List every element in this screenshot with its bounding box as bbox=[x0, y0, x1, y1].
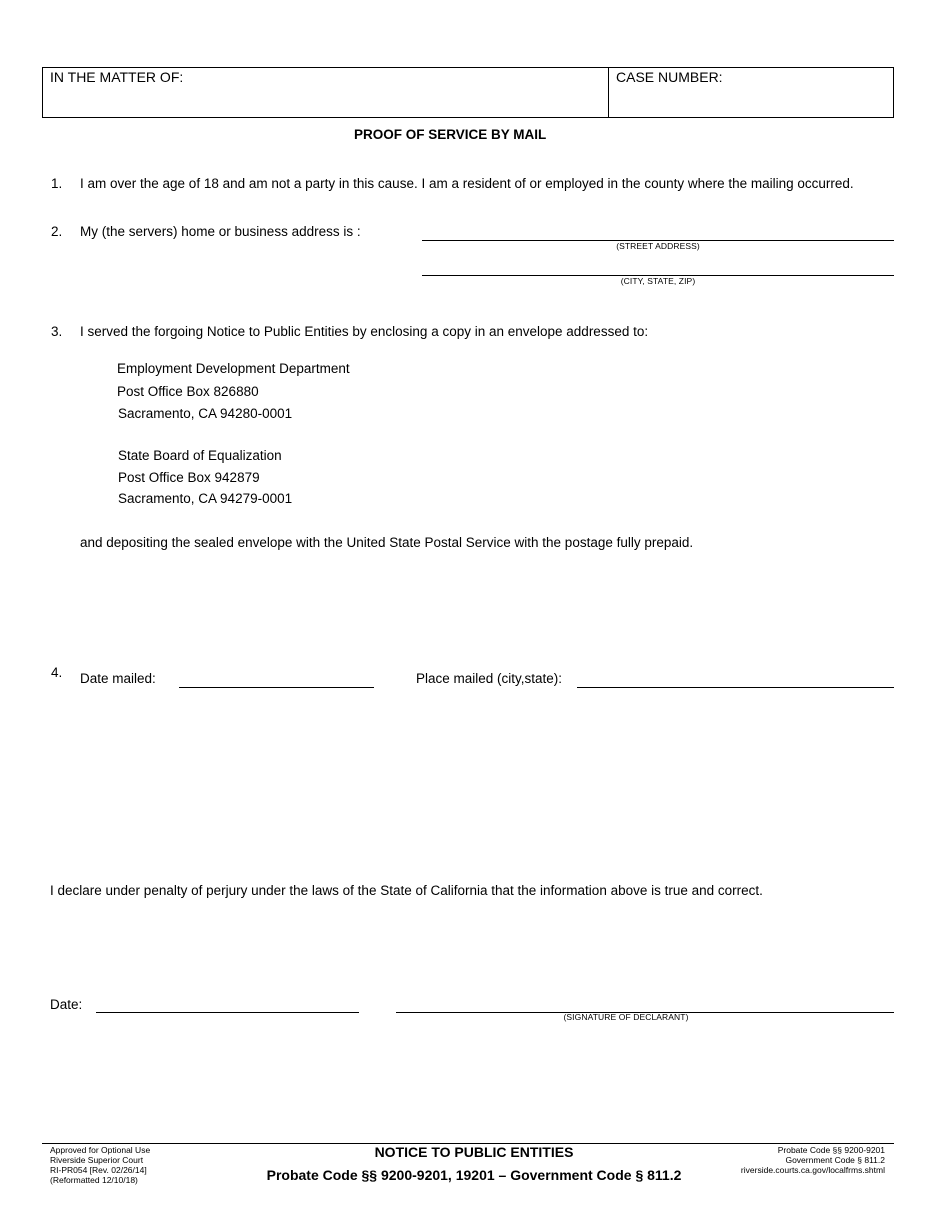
addressee-city: Sacramento, CA 94280-0001 bbox=[118, 406, 293, 421]
date-mailed-label: Date mailed: bbox=[80, 671, 156, 686]
footer-title: NOTICE TO PUBLIC ENTITIES bbox=[374, 1144, 574, 1160]
place-mailed-line[interactable] bbox=[577, 687, 894, 688]
item-4-number: 4. bbox=[51, 665, 63, 680]
signature-date-line[interactable] bbox=[96, 1012, 359, 1013]
item-3-text: I served the forgoing Notice to Public Entities by enclosing a copy in an envelope addressed to: bbox=[80, 324, 649, 339]
date-mailed-line[interactable] bbox=[179, 687, 374, 688]
footer-left-line: Riverside Superior Court bbox=[50, 1155, 144, 1165]
case-header-box bbox=[42, 67, 894, 118]
signature-caption: (SIGNATURE OF DECLARANT) bbox=[563, 1012, 689, 1022]
matter-label: IN THE MATTER OF: bbox=[50, 69, 184, 85]
item-1-text: I am over the age of 18 and am not a party in this cause. I am a resident of or employed in the county where the mailing occurred. bbox=[80, 176, 854, 191]
item-1-number: 1. bbox=[51, 176, 63, 191]
addressee-name: State Board of Equalization bbox=[118, 448, 282, 463]
city-state-zip-caption: (CITY, STATE, ZIP) bbox=[620, 276, 696, 286]
form-title: PROOF OF SERVICE BY MAIL bbox=[354, 127, 547, 142]
item-2-text: My (the servers) home or business address is : bbox=[80, 224, 361, 239]
item-2-number: 2. bbox=[51, 224, 63, 239]
addressee-name: Employment Development Department bbox=[117, 361, 350, 376]
footer-left-line: Approved for Optional Use bbox=[50, 1145, 151, 1155]
item-3-number: 3. bbox=[51, 324, 63, 339]
footer-left-line: RI-PR054 [Rev. 02/26/14] bbox=[50, 1165, 147, 1175]
deposit-text: and depositing the sealed envelope with the United State Postal Service with the postage fully prepaid. bbox=[80, 535, 694, 550]
addressee-box: Post Office Box 942879 bbox=[118, 470, 260, 485]
footer-right-line: riverside.courts.ca.gov/localfrms.shtml bbox=[740, 1165, 885, 1175]
footer-right-line: Probate Code §§ 9200-9201 bbox=[777, 1145, 885, 1155]
case-number-label: CASE NUMBER: bbox=[616, 69, 723, 85]
footer-left-line: (Reformatted 12/10/18) bbox=[50, 1175, 138, 1185]
footer-subtitle: Probate Code §§ 9200-9201, 19201 – Government Code § 811.2 bbox=[266, 1167, 682, 1183]
declaration-text: I declare under penalty of perjury under the laws of the State of California that the information above is true and correct. bbox=[50, 883, 763, 898]
footer-right-line: Government Code § 811.2 bbox=[785, 1155, 885, 1165]
addressee-box: Post Office Box 826880 bbox=[117, 384, 259, 399]
signature-date-label: Date: bbox=[50, 997, 83, 1012]
addressee-city: Sacramento, CA 94279-0001 bbox=[118, 491, 293, 506]
header-divider bbox=[608, 68, 609, 117]
street-address-caption: (STREET ADDRESS) bbox=[616, 241, 700, 251]
place-mailed-label: Place mailed (city,state): bbox=[416, 671, 563, 686]
